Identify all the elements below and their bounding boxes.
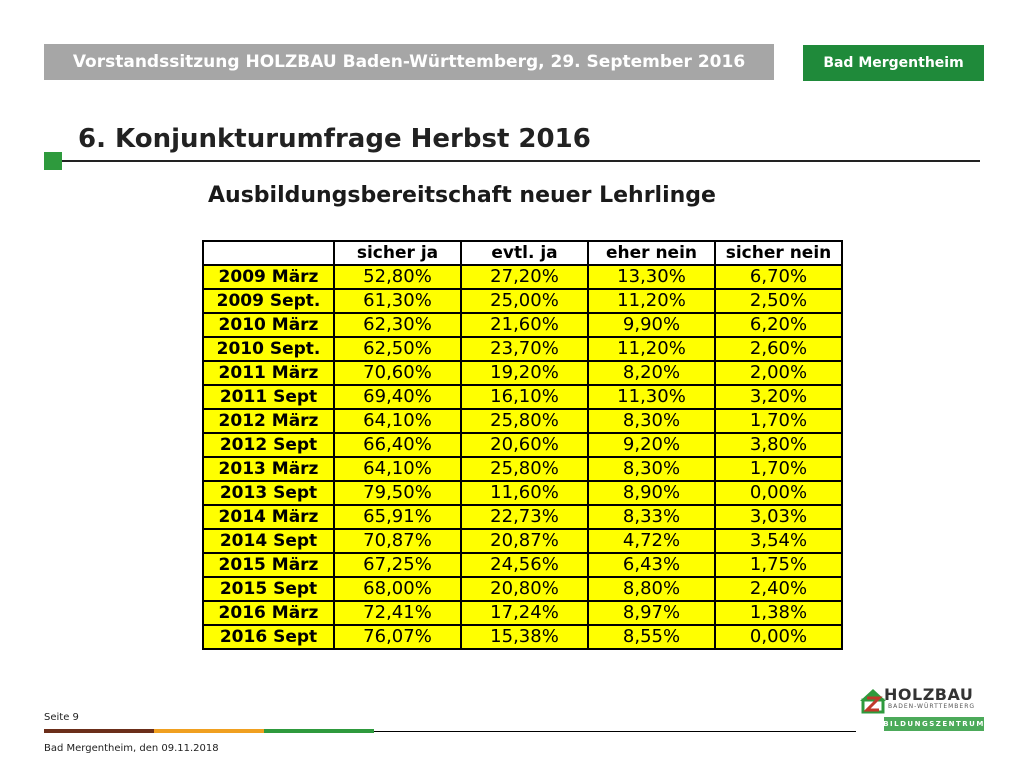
table-row (203, 553, 842, 577)
column-header: evtl. ja (461, 241, 588, 265)
table-cell: 6,20% (715, 313, 842, 337)
section-title: 6. Konjunkturumfrage Herbst 2016 (78, 124, 591, 154)
row-label: 2011 März (203, 361, 334, 385)
table-cell: 1,70% (715, 409, 842, 433)
table-row (203, 265, 842, 289)
table-cell: 11,60% (461, 481, 588, 505)
table-cell: 20,80% (461, 577, 588, 601)
row-label: 2010 März (203, 313, 334, 337)
table-cell: 8,30% (588, 457, 715, 481)
table-cell: 61,30% (334, 289, 461, 313)
table-cell: 8,33% (588, 505, 715, 529)
table-cell: 11,30% (588, 385, 715, 409)
table-cell: 67,25% (334, 553, 461, 577)
row-label: 2016 März (203, 601, 334, 625)
table-cell: 15,38% (461, 625, 588, 649)
table-cell: 16,10% (461, 385, 588, 409)
row-label: 2010 Sept. (203, 337, 334, 361)
table-cell: 3,03% (715, 505, 842, 529)
table-cell: 13,30% (588, 265, 715, 289)
row-label: 2014 Sept (203, 529, 334, 553)
footer-date: Bad Mergentheim, den 09.11.2018 (44, 743, 219, 754)
table-cell: 2,00% (715, 361, 842, 385)
table-cell: 11,20% (588, 337, 715, 361)
table-row (203, 457, 842, 481)
row-label: 2013 März (203, 457, 334, 481)
table-cell: 3,54% (715, 529, 842, 553)
row-label: 2015 März (203, 553, 334, 577)
table-cell: 0,00% (715, 481, 842, 505)
row-label: 2014 März (203, 505, 334, 529)
row-label: 2009 März (203, 265, 334, 289)
row-label: 2015 Sept (203, 577, 334, 601)
location-badge (803, 45, 984, 81)
table-row (203, 289, 842, 313)
table-cell: 64,10% (334, 457, 461, 481)
presentation-header (44, 44, 774, 80)
table-cell: 3,80% (715, 433, 842, 457)
stripe-green (264, 729, 374, 733)
survey-table (202, 240, 843, 650)
table-cell: 66,40% (334, 433, 461, 457)
row-label: 2012 März (203, 409, 334, 433)
table-cell: 76,07% (334, 625, 461, 649)
table-row (203, 577, 842, 601)
table-cell: 68,00% (334, 577, 461, 601)
table-row (203, 409, 842, 433)
table-cell: 72,41% (334, 601, 461, 625)
table-cell: 70,87% (334, 529, 461, 553)
table-cell: 2,50% (715, 289, 842, 313)
table-cell: 8,97% (588, 601, 715, 625)
table-cell: 9,90% (588, 313, 715, 337)
table-row (203, 529, 842, 553)
row-label: 2016 Sept (203, 625, 334, 649)
table-row (203, 313, 842, 337)
table-cell: 79,50% (334, 481, 461, 505)
table-cell: 20,60% (461, 433, 588, 457)
logo-bildungszentrum: BILDUNGSZENTRUM (884, 717, 984, 731)
table-cell: 22,73% (461, 505, 588, 529)
table-row (203, 337, 842, 361)
table-cell: 8,55% (588, 625, 715, 649)
title-underline (62, 160, 980, 162)
table-cell: 70,60% (334, 361, 461, 385)
row-label: 2011 Sept (203, 385, 334, 409)
table-cell: 6,70% (715, 265, 842, 289)
header-title: Vorstandssitzung HOLZBAU Baden-Württemberg, 29. September 2016 (72, 52, 746, 72)
table-cell: 69,40% (334, 385, 461, 409)
row-label: 2009 Sept. (203, 289, 334, 313)
column-header: sicher nein (715, 241, 842, 265)
logo-wordmark: HOLZBAU (884, 685, 974, 704)
table-cell: 9,20% (588, 433, 715, 457)
location-label: Bad Mergentheim (823, 55, 964, 71)
table-cell: 19,20% (461, 361, 588, 385)
table-cell: 4,72% (588, 529, 715, 553)
table-cell: 62,30% (334, 313, 461, 337)
table-cell: 8,80% (588, 577, 715, 601)
holzbau-logo (858, 683, 986, 735)
table-cell: 65,91% (334, 505, 461, 529)
table-cell: 24,56% (461, 553, 588, 577)
table-row (203, 505, 842, 529)
footer-rule (374, 731, 856, 732)
table-cell: 1,38% (715, 601, 842, 625)
row-label: 2012 Sept (203, 433, 334, 457)
table-cell: 25,80% (461, 409, 588, 433)
table-row (203, 601, 842, 625)
table-cell: 1,75% (715, 553, 842, 577)
table-cell: 27,20% (461, 265, 588, 289)
table-row (203, 361, 842, 385)
table-cell: 64,10% (334, 409, 461, 433)
table-subtitle: Ausbildungsbereitschaft neuer Lehrlinge (208, 183, 716, 208)
table-cell: 25,00% (461, 289, 588, 313)
table-row (203, 481, 842, 505)
column-header: sicher ja (334, 241, 461, 265)
table-cell: 8,30% (588, 409, 715, 433)
stripe-orange (154, 729, 264, 733)
table-cell: 52,80% (334, 265, 461, 289)
table-cell: 1,70% (715, 457, 842, 481)
table-cell: 3,20% (715, 385, 842, 409)
table-row (203, 625, 842, 649)
table-cell: 20,87% (461, 529, 588, 553)
logo-subline: BADEN-WÜRTTEMBERG (888, 703, 976, 710)
table-cell: 23,70% (461, 337, 588, 361)
table-header-row (203, 241, 842, 265)
column-header (203, 241, 334, 265)
table-cell: 0,00% (715, 625, 842, 649)
row-label: 2013 Sept (203, 481, 334, 505)
page-number: Seite 9 (44, 712, 79, 723)
table-row (203, 433, 842, 457)
title-accent-square (44, 152, 62, 170)
table-cell: 6,43% (588, 553, 715, 577)
table-cell: 62,50% (334, 337, 461, 361)
table-cell: 21,60% (461, 313, 588, 337)
stripe-brown (44, 729, 154, 733)
table-cell: 25,80% (461, 457, 588, 481)
table-cell: 11,20% (588, 289, 715, 313)
table-cell: 2,60% (715, 337, 842, 361)
table-body (203, 265, 842, 649)
table-row (203, 385, 842, 409)
column-header: eher nein (588, 241, 715, 265)
table-cell: 17,24% (461, 601, 588, 625)
table-cell: 8,90% (588, 481, 715, 505)
table-cell: 2,40% (715, 577, 842, 601)
table-cell: 8,20% (588, 361, 715, 385)
